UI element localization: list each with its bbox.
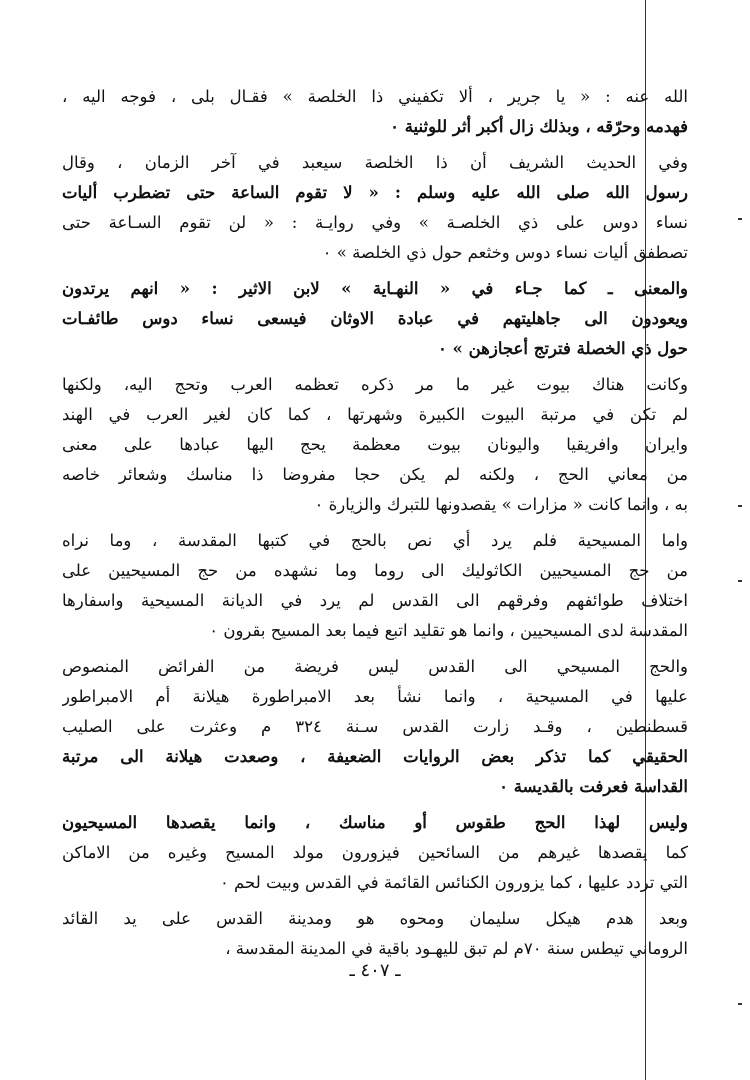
scan-speck	[738, 580, 742, 582]
paragraph	[62, 652, 688, 802]
text-line: التي تردد عليها ، كما يزورون الكنائس القائمة في القدس وبيت لحم ٠	[219, 873, 688, 892]
text-line: قسطنطين ، وقـد زارت القدس سـنة ٣٢٤ م وعثرت على الصليب	[62, 717, 688, 736]
scan-speck	[738, 218, 742, 220]
text-line: وفي الحديث الشريف أن ذا الخلصة سيعبد في آخر الزمان ، وقال	[62, 153, 688, 172]
text-line: الله عنه : « يا جرير ، ألا تكفيني ذا الخلصة » فقـال بلى ، فوجه اليه ،	[62, 87, 688, 106]
paragraph	[62, 274, 688, 364]
text-line: اختلاف طوائفهم وفرقهم الى القدس لم يرد في الديانة المسيحية واسفارها	[62, 591, 688, 610]
text-line: تصطفق أليات نساء دوس وخثعم حول ذي الخلصة » ٠	[322, 243, 688, 262]
paragraph	[62, 904, 688, 964]
text-line: والحج المسيحي الى القدس ليس فريضة من الفرائض المنصوص	[62, 657, 688, 676]
text-line: من حج المسيحيين الكاثوليك الى روما وما نشهده من حج المسيحيين على	[62, 561, 688, 580]
text-line: والمعنى ـ كما جـاء في « النهـاية » لابن الاثير : « انهم يرتدون	[62, 279, 688, 298]
page-number: ـ ٤٠٧ ـ	[349, 960, 401, 981]
text-line: لم تكن في مرتبة البيوت الكبيرة وشهرتها ، كما كان لغير العرب في الهند	[62, 405, 688, 424]
text-line: من معاني الحج ، ولكنه لم يكن حجا مفروضا ذا مناسك وشعائر خاصه	[62, 465, 688, 484]
text-line: ويعودون الى جاهليتهم في عبادة الاوثان فيسعى نساء دوس طائفـات	[62, 309, 688, 328]
body-text	[62, 82, 688, 964]
text-line: وبعد هدم هيكل سليمان ومحوه هو ومدينة القدس على يد القائد	[62, 909, 688, 928]
text-line: حول ذي الخصلة فترتج أعجازهن » ٠	[437, 339, 688, 358]
paragraph	[62, 526, 688, 646]
text-line: الحقيقي كما تذكر بعض الروايات الضعيفة ، وصعدت هيلانة الى مرتبة	[62, 747, 688, 766]
text-line: واما المسيحية فلم يرد أي نص بالحج في كتبها المقدسة ، وما نراه	[62, 531, 688, 550]
text-line: وكانت هناك بيوت غير ما مر ذكره تعظمه العرب وتحج اليه، ولكنها	[62, 375, 688, 394]
text-line: القداسة فعرفت بالقديسة ٠	[499, 777, 688, 796]
scan-speck	[738, 1003, 742, 1005]
text-line: رسول الله صلى الله عليه وسلم : « لا تقوم الساعة حتى تضطرب أليات	[62, 183, 688, 202]
text-line: عليها في المسيحية ، وانما نشأ بعد الامبراطورة هيلانة أم الامبراطور	[62, 687, 688, 706]
paragraph	[62, 148, 688, 268]
paragraph	[62, 370, 688, 520]
text-line: فهدمه وحرّقه ، وبذلك زال أكبر أثر للوثنية ٠	[390, 117, 688, 136]
text-line: الروماني تيطس سنة ٧٠م لم تبق لليهـود باقية في المدينة المقدسة ،	[225, 939, 688, 958]
text-line: نساء دوس على ذي الخلصـة » وفي روايـة : « لن تقوم السـاعة حتى	[62, 213, 688, 232]
scan-speck	[738, 505, 742, 507]
text-line: وليس لهذا الحج طقوس أو مناسك ، وانما يقصدها المسيحيون	[62, 813, 688, 832]
text-line: كما يقصدها غيرهم من السائحين فيزورون مولد المسيح وغيره من الاماكن	[62, 843, 688, 862]
text-line: وايران وافريقيا واليونان بيوت معظمة يحج اليها عبادها على معنى	[62, 435, 688, 454]
text-line: المقدسة لدى المسيحيين ، وانما هو تقليد اتبع فيما بعد المسيح بقرون ٠	[209, 621, 688, 640]
paragraph	[62, 808, 688, 898]
text-line: به ، وانما كانت « مزارات » يقصدونها للتبرك والزيارة ٠	[314, 495, 688, 514]
paragraph	[62, 82, 688, 142]
